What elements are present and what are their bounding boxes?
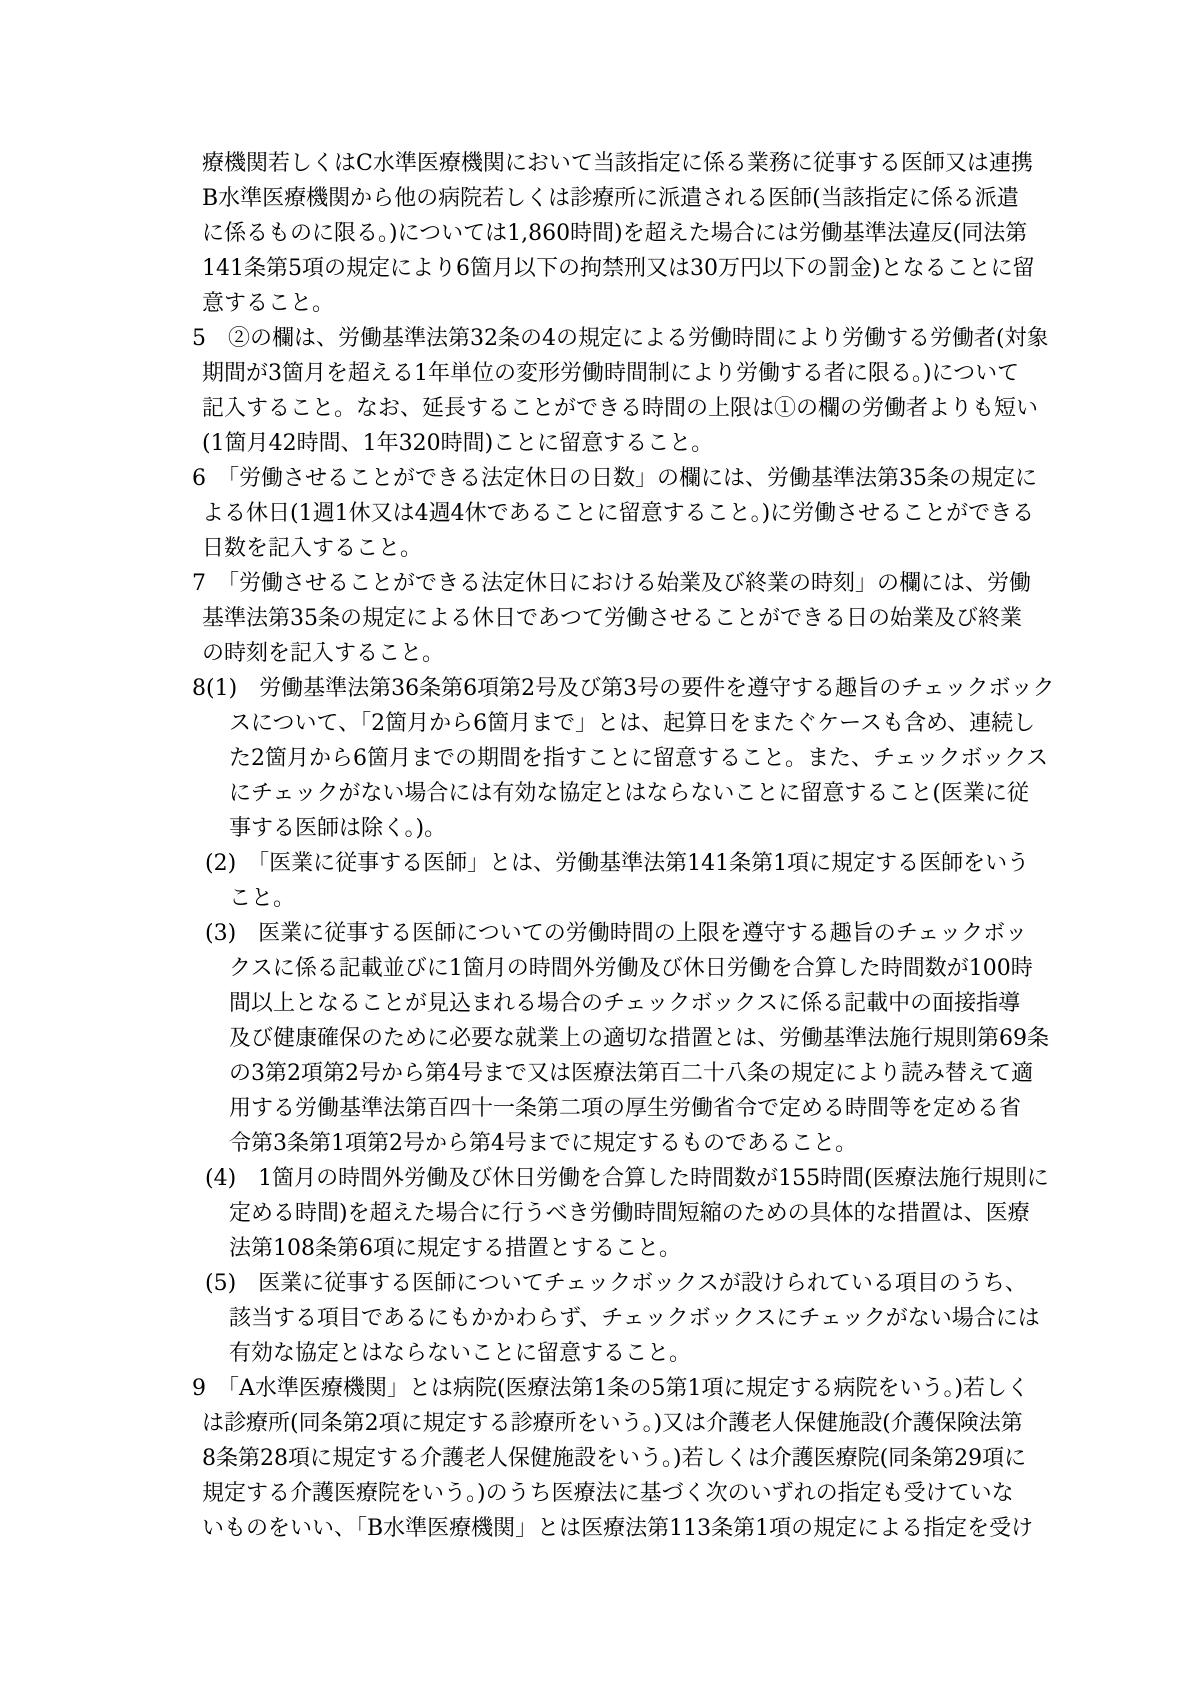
text-line: 5 ②の欄は、労働基準法第32条の4の規定による労働時間により労働する労働者(対象 [192, 326, 1049, 351]
text-line: よる休日(1週1休又は4週4休であることに留意すること。)に労働させることができる [202, 501, 1035, 526]
text-line: スについて、「2箇月から6箇月まで」とは、起算日をまたぐケースも含め、連続し [229, 711, 1036, 736]
text-line: た2箇月から6箇月までの期間を指すことに留意すること。また、チェックボックス [229, 746, 1049, 771]
text-line: 用する労働基準法第百四十一条第二項の厚生労働省令で定める時間等を定める省 [229, 1096, 1022, 1121]
text-line: クスに係る記載並びに1箇月の時間外労働及び休日労働を合算した時間数が100時 [229, 956, 1033, 981]
document-text [0, 146, 1181, 1546]
text-line: B水準医療機関から他の病院若しくは診療所に派遣される医師(当該指定に係る派遣 [202, 186, 1019, 211]
text-line: の3第2項第2号から第4号まで又は医療法第百二十八条の規定により読み替えて適 [229, 1061, 1033, 1086]
text-line: 該当する項目であるにもかかわらず、チェックボックスにチェックがない場合には [229, 1306, 1040, 1331]
text-line: 8条第28項に規定する介護老人保健施設をいう。)若しくは介護医療院(同条第29項に [202, 1446, 1027, 1471]
text-line: 期間が3箇月を超える1年単位の変形労働時間制により労働する者に限る。)について [202, 361, 1020, 386]
text-line: 意すること。 [202, 291, 335, 316]
text-line: 基準法第35条の規定による休日であつて労働させることができる日の始業及び終業 [202, 606, 1022, 631]
text-line: 記入すること。なお、延長することができる時間の上限は①の欄の労働者よりも短い [202, 396, 1039, 421]
text-line: 令第3条第1項第2号から第4号までに規定するものであること。 [229, 1131, 857, 1156]
text-line: 6 「労働させることができる法定休日の日数」の欄には、労働基準法第35条の規定に [192, 466, 1037, 491]
text-line: 定める時間)を超えた場合に行うべき労働時間短縮のための具体的な措置は、医療 [229, 1201, 1030, 1226]
text-line: の時刻を記入すること。 [202, 641, 445, 666]
text-line: 事する医師は除く。)。 [229, 816, 447, 841]
text-line: (5) 医業に従事する医師についてチェックボックスが設けられている項目のうち、 [205, 1271, 1027, 1296]
text-line: いものをいい、「B水準医療機関」とは医療法第113条第1項の規定による指定を受け [202, 1516, 1034, 1541]
text-line: 日数を記入すること。 [202, 536, 423, 561]
text-line: にチェックがない場合には有効な協定とはならないことに留意すること(医業に従 [229, 781, 1029, 806]
text-line: に係るものに限る。)については1,860時間)を超えた場合には労働基準法違反(同法第 [202, 221, 1028, 246]
text-line: (2) 「医業に従事する医師」とは、労働基準法第141条第1項に規定する医師をいう [205, 851, 1030, 876]
text-line: (3) 医業に従事する医師についての労働時間の上限を遵守する趣旨のチェックボッ [205, 921, 1028, 946]
text-line: 規定する介護医療院をいう。)のうち医療法に基づく次のいずれの指定も受けていな [202, 1481, 1014, 1506]
text-line: 7 「労働させることができる法定休日における始業及び終業の時刻」の欄には、労働 [192, 571, 1031, 596]
text-line: 療機関若しくはC水準医療機関において当該指定に係る業務に従事する医師又は連携 [202, 151, 1033, 176]
text-line: は診療所(同条第2項に規定する診療所をいう。)又は介護老人保健施設(介護保険法第 [202, 1411, 1023, 1436]
text-line: (4) 1箇月の時間外労働及び休日労働を合算した時間数が155時間(医療法施行規則に [205, 1166, 1049, 1191]
text-line: 法第108条第6項に規定する措置とすること。 [229, 1236, 681, 1261]
text-line: 間以上となることが見込まれる場合のチェックボックスに係る記載中の面接指導 [229, 991, 1021, 1016]
text-line: こと。 [229, 886, 296, 911]
text-line: 8(1) 労働基準法第36条第6項第2号及び第3号の要件を遵守する趣旨のチェックボック [192, 676, 1055, 701]
text-line: 有効な協定とはならないことに留意すること。 [229, 1341, 692, 1366]
text-line: (1箇月42時間、1年320時間)ことに留意すること。 [202, 431, 714, 456]
text-line: 9 「A水準医療機関」とは病院(医療法第1条の5第1項に規定する病院をいう。)若しく [192, 1376, 1030, 1401]
text-line: 及び健康確保のために必要な就業上の適切な措置とは、労働基準法施行規則第69条 [229, 1026, 1049, 1051]
text-line: 141条第5項の規定により6箇月以下の拘禁刑又は30万円以下の罰金)となることに留 [202, 256, 1035, 281]
